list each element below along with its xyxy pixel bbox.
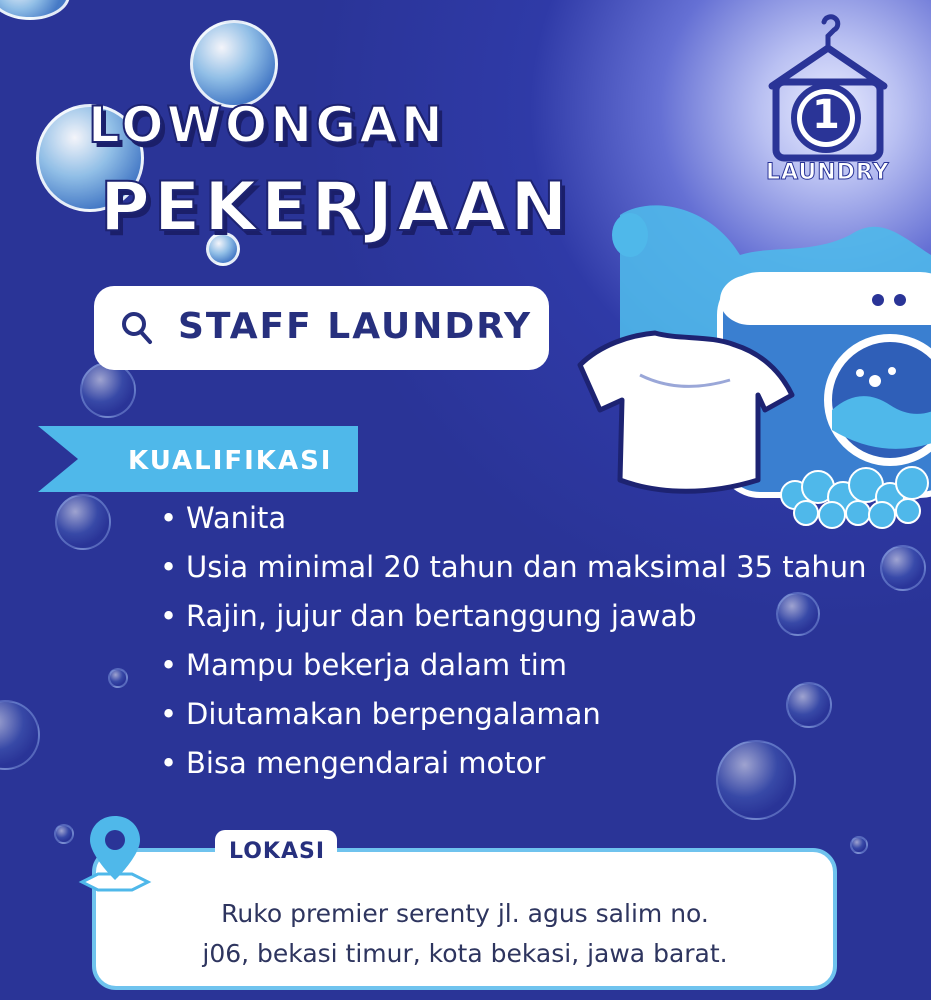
washing-machine-shirt-illustration xyxy=(560,195,931,535)
headline-line2: PEKERJAAN xyxy=(100,168,572,247)
list-item: • Usia minimal 20 tahun dan maksimal 35 tahun xyxy=(160,547,867,596)
address-line1: Ruko premier serenty jl. agus salim no. xyxy=(221,899,709,928)
bubble-decoration xyxy=(880,545,926,591)
list-item: • Diutamakan berpengalaman xyxy=(160,694,867,743)
bubble-decoration xyxy=(0,700,40,770)
bubble-decoration xyxy=(190,20,278,108)
list-item: • Wanita xyxy=(160,498,867,547)
bubble-decoration xyxy=(108,668,128,688)
bubble-decoration xyxy=(55,494,111,550)
location-tag xyxy=(215,830,337,876)
bubble-decoration xyxy=(80,362,136,418)
bubble-decoration xyxy=(0,0,70,20)
headline-line1: LOWONGAN xyxy=(88,96,446,154)
map-pin-icon xyxy=(78,812,152,894)
list-item: • Rajin, jujur dan bertanggung jawab xyxy=(160,596,867,645)
bubble-decoration xyxy=(54,824,74,844)
position-title: STAFF LAUNDRY xyxy=(178,306,533,347)
logo-text: LAUNDRY xyxy=(766,160,890,185)
location-address xyxy=(120,894,810,974)
location-heading: LOKASI xyxy=(229,839,326,864)
qualification-heading: KUALIFIKASI xyxy=(128,446,333,476)
qualification-list xyxy=(160,498,867,792)
position-search-pill xyxy=(94,286,549,370)
list-item: • Mampu bekerja dalam tim xyxy=(160,645,867,694)
bubble-decoration xyxy=(850,836,868,854)
list-item: • Bisa mengendarai motor xyxy=(160,743,867,792)
address-line2: j06, bekasi timur, kota bekasi, jawa barat. xyxy=(202,939,728,968)
search-icon xyxy=(120,310,154,346)
logo-number: 1 xyxy=(812,92,840,138)
